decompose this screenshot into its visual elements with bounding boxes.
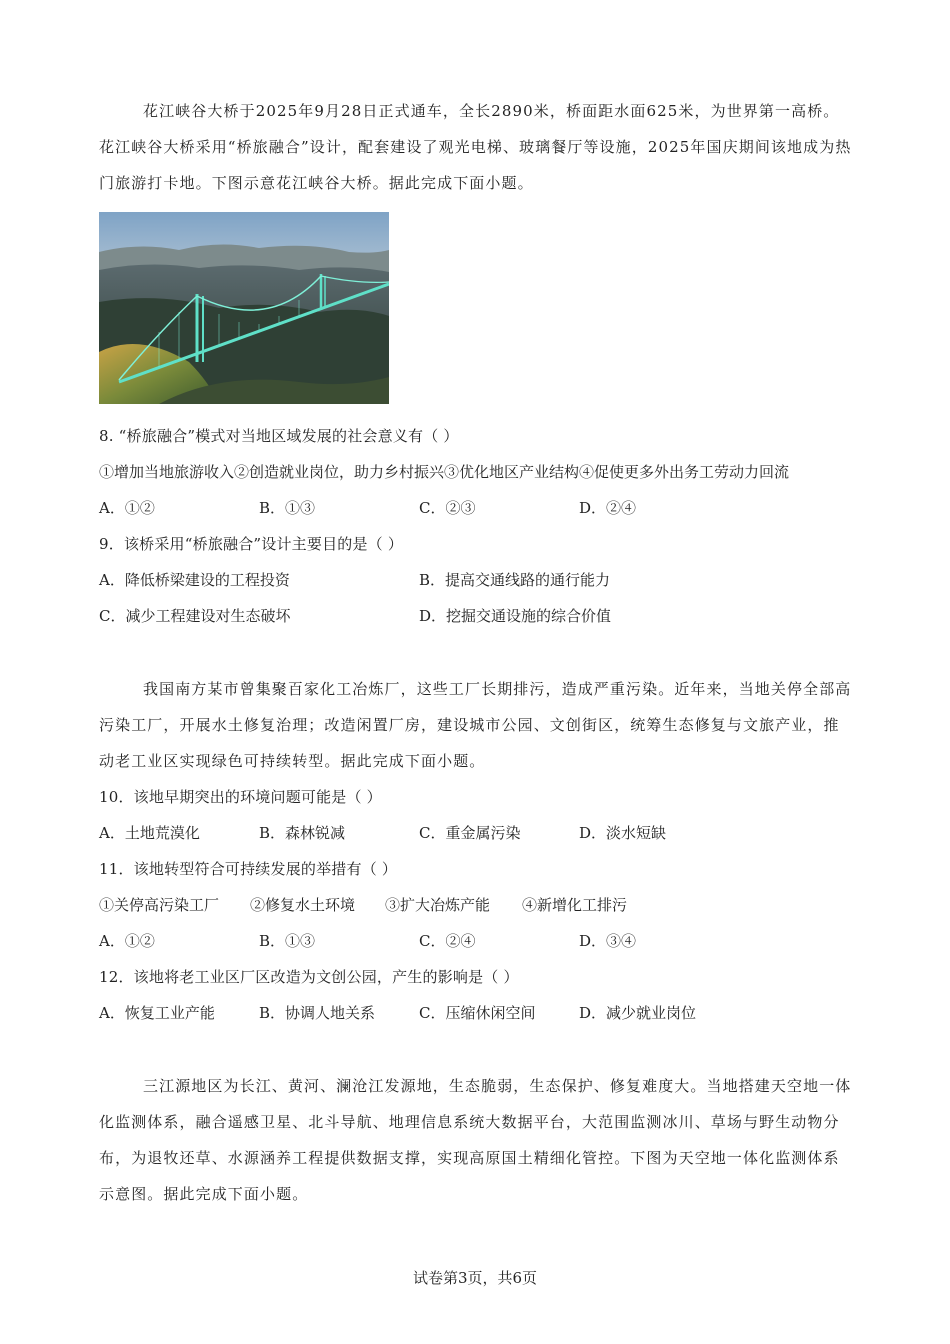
bridge-photo: [99, 212, 389, 404]
q11-option-a[interactable]: A．①②: [99, 932, 155, 950]
q11-item-4: ④新增化工排污: [522, 896, 628, 914]
q12-stem: 12．该地将老工业区厂区改造为文创公园，产生的影响是（ ）: [99, 968, 519, 986]
q8-items: ①增加当地旅游收入②创造就业岗位，助力乡村振兴③优化地区产业结构④促使更多外出务工劳动力回流: [99, 463, 790, 481]
q11-option-b[interactable]: B．①③: [259, 932, 316, 950]
q11-option-c[interactable]: C．②④: [419, 932, 476, 950]
q12-option-b[interactable]: B．协调人地关系: [259, 1004, 376, 1022]
page-footer: 试卷第3页，共6页: [412, 1269, 538, 1287]
passage3-line3: 布，为退牧还草、水源涵养工程提供数据支撑，实现高原国土精细化管控。下图为天空地一体化监测体系: [99, 1149, 840, 1167]
q11-stem: 11．该地转型符合可持续发展的举措有（ ）: [99, 860, 398, 878]
q10-option-d[interactable]: D．淡水短缺: [579, 824, 667, 842]
q11-item-3: ③扩大冶炼产能: [385, 896, 491, 914]
q8-option-a[interactable]: A．①②: [99, 499, 155, 517]
passage1-line3: 门旅游打卡地。下图示意花江峡谷大桥。据此完成下面小题。: [99, 174, 534, 192]
q11-item-1: ①关停高污染工厂: [99, 896, 220, 914]
q8-stem: 8. “桥旅融合”模式对当地区域发展的社会意义有（ ）: [99, 427, 459, 445]
q12-option-d[interactable]: D．减少就业岗位: [579, 1004, 697, 1022]
q9-option-a[interactable]: A．降低桥梁建设的工程投资: [99, 571, 290, 589]
passage3-line1: 三江源地区为长江、黄河、澜沧江发源地，生态脆弱，生态保护、修复难度大。当地搭建天空地一体: [143, 1077, 852, 1095]
q12-option-c[interactable]: C．压缩休闲空间: [419, 1004, 536, 1022]
q10-stem: 10．该地早期突出的环境问题可能是（ ）: [99, 788, 382, 806]
passage2-line3: 动老工业区实现绿色可持续转型。据此完成下面小题。: [99, 752, 486, 770]
passage3-line4: 示意图。据此完成下面小题。: [99, 1185, 309, 1203]
q9-option-d[interactable]: D．挖掘交通设施的综合价值: [419, 607, 612, 625]
q10-option-a[interactable]: A．土地荒漠化: [99, 824, 200, 842]
passage2-line1: 我国南方某市曾集聚百家化工冶炼厂，这些工厂长期排污，造成严重污染。近年来，当地关停全部高: [143, 680, 852, 698]
q8-option-b[interactable]: B．①③: [259, 499, 316, 517]
q11-option-d[interactable]: D．③④: [579, 932, 637, 950]
q11-item-2: ②修复水土环境: [250, 896, 356, 914]
q12-option-a[interactable]: A．恢复工业产能: [99, 1004, 215, 1022]
q9-option-c[interactable]: C．减少工程建设对生态破坏: [99, 607, 291, 625]
q10-option-c[interactable]: C．重金属污染: [419, 824, 521, 842]
q10-option-b[interactable]: B．森林锐减: [259, 824, 346, 842]
passage1-line2: 花江峡谷大桥采用“桥旅融合”设计，配套建设了观光电梯、玻璃餐厅等设施，2025年国庆期间该地成为热: [99, 138, 852, 156]
q9-stem: 9．该桥采用“桥旅融合”设计主要目的是（ ）: [99, 535, 404, 553]
q9-option-b[interactable]: B．提高交通线路的通行能力: [419, 571, 611, 589]
q8-option-d[interactable]: D．②④: [579, 499, 637, 517]
passage2-line2: 污染工厂，开展水土修复治理；改造闲置厂房，建设城市公园、文创街区，统筹生态修复与文旅产业，推: [99, 716, 840, 734]
passage1-line1: 花江峡谷大桥于2025年9月28日正式通车，全长2890米，桥面距水面625米，为世界第一高桥。: [143, 102, 840, 120]
passage3-line2: 化监测体系，融合遥感卫星、北斗导航、地理信息系统大数据平台，大范围监测冰川、草场与野生动物分: [99, 1113, 840, 1131]
q8-option-c[interactable]: C．②③: [419, 499, 476, 517]
